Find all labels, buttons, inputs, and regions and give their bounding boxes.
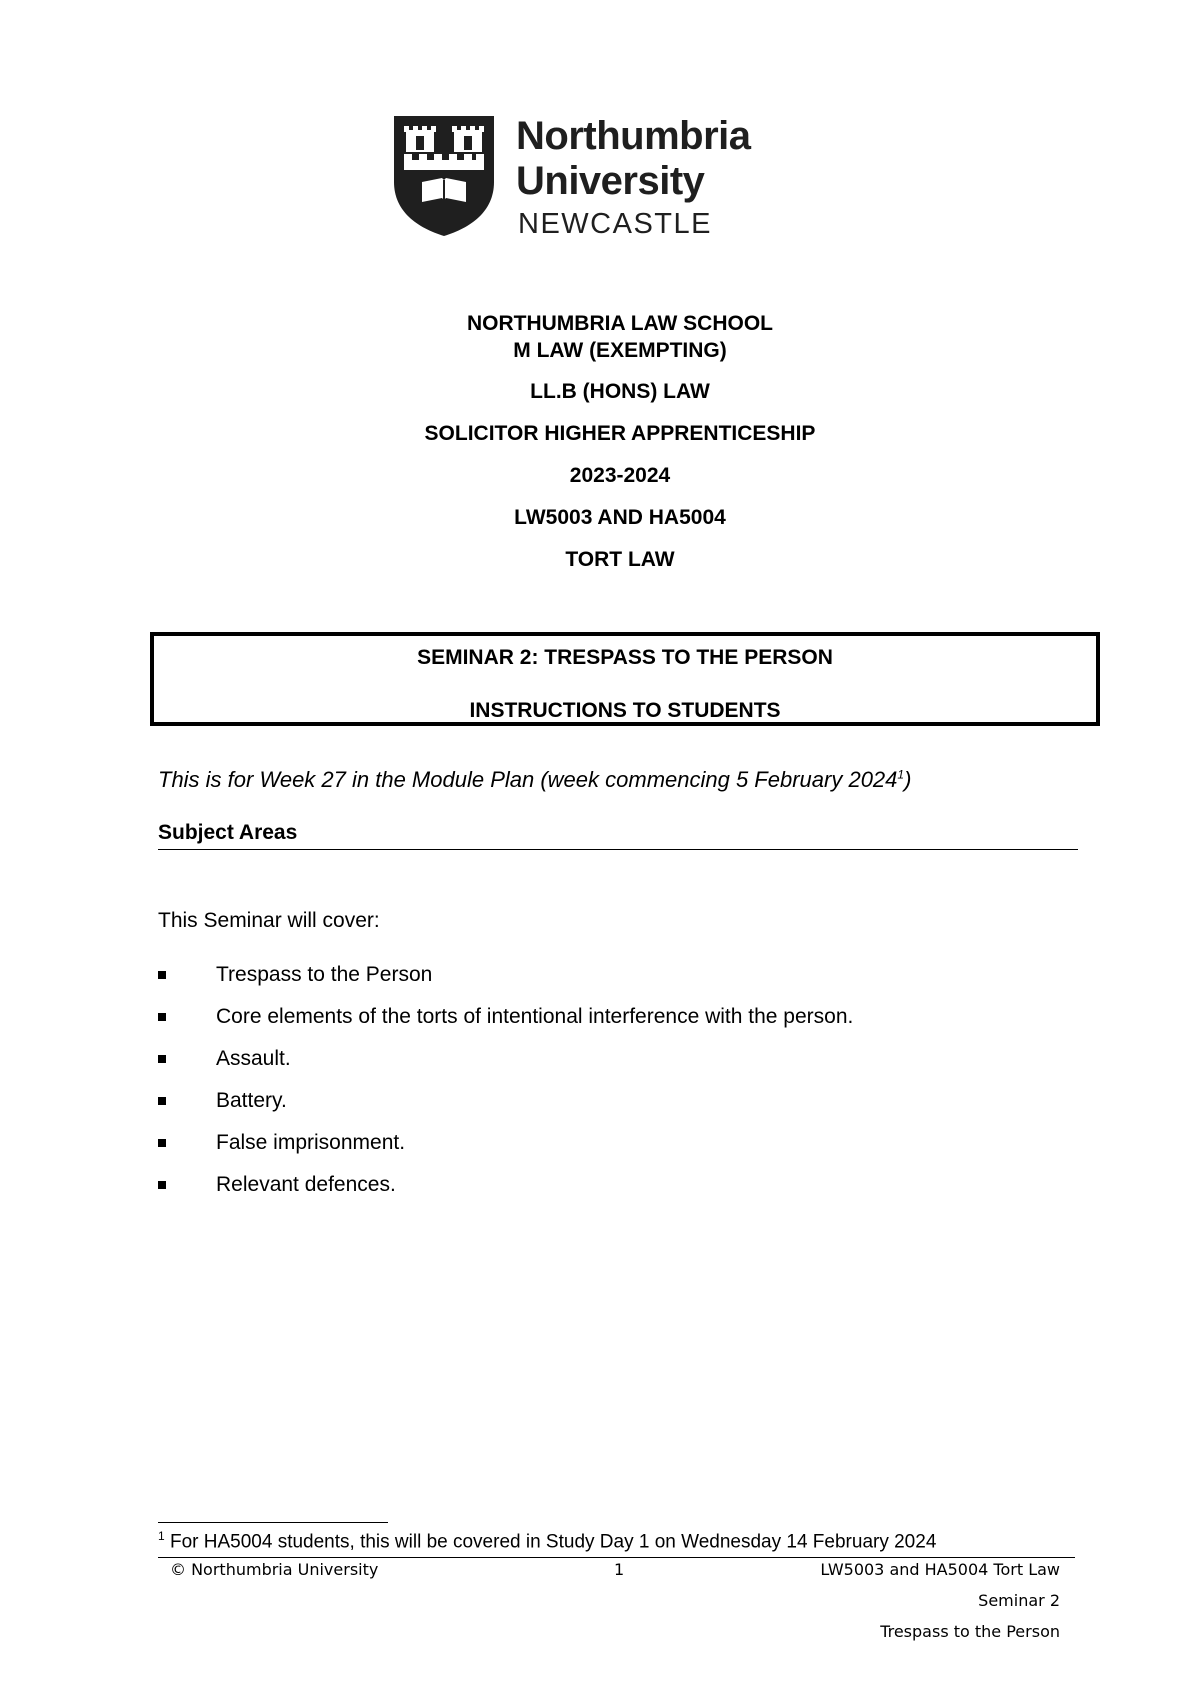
section-lead: This Seminar will cover: [158, 909, 380, 932]
header-module-codes: LW5003 AND HA5004 [514, 506, 726, 529]
list-item-text: False imprisonment. [216, 1131, 406, 1154]
seminar-title-box [150, 632, 1100, 726]
list-item-text: Relevant defences. [216, 1173, 396, 1196]
footer-topic: Trespass to the Person [880, 1622, 1060, 1641]
list-item-text: Trespass to the Person [216, 963, 433, 986]
intro-close: ) [904, 767, 912, 792]
footnote-separator [158, 1522, 388, 1523]
logo-wordmark-newcastle: NEWCASTLE [518, 208, 712, 240]
shield-crest-icon [392, 116, 496, 236]
footnote-number: 1 [158, 1529, 165, 1543]
logo-wordmark-northumbria: Northumbria [516, 114, 751, 158]
footnote [158, 1529, 936, 1553]
footer-module: LW5003 and HA5004 Tort Law [820, 1560, 1060, 1579]
bullet-icon [158, 1055, 166, 1063]
list-item-text: Assault. [216, 1047, 291, 1070]
header-module-title: TORT LAW [565, 548, 675, 571]
intro-text [158, 767, 911, 793]
bullet-icon [158, 1181, 166, 1189]
footnote-text: For HA5004 students, this will be covered in Study Day 1 on Wednesday 14 February 2024 [169, 1531, 937, 1553]
header-academic-year: 2023-2024 [569, 464, 671, 487]
list-item-text: Core elements of the torts of intentional interference with the person. [216, 1005, 854, 1028]
intro-sentence: This is for Week 27 in the Module Plan (week commencing 5 February 2024 [158, 767, 898, 792]
list-item-text: Battery. [216, 1089, 287, 1112]
university-logo [392, 116, 792, 240]
heading-divider [158, 849, 1078, 850]
section-heading: Subject Areas [158, 821, 298, 844]
footer-page-number: 1 [614, 1560, 625, 1579]
header-programme-apprenticeship: SOLICITOR HIGHER APPRENTICESHIP [424, 422, 816, 445]
seminar-title: SEMINAR 2: TRESPASS TO THE PERSON [417, 646, 833, 669]
bullet-icon [158, 971, 166, 979]
bullet-icon [158, 1013, 166, 1021]
bullet-icon [158, 1097, 166, 1105]
logo-wordmark-university: University [516, 159, 705, 203]
footer-seminar: Seminar 2 [978, 1591, 1060, 1610]
seminar-subtitle: INSTRUCTIONS TO STUDENTS [469, 699, 781, 722]
header-school: NORTHUMBRIA LAW SCHOOL [466, 312, 774, 335]
footer-divider [158, 1557, 1075, 1558]
bullet-icon [158, 1139, 166, 1147]
header-programme-mlaw: M LAW (EXEMPTING) [513, 339, 727, 362]
footnote-reference: 1 [897, 767, 905, 782]
header-programme-llb: LL.B (HONS) LAW [530, 380, 710, 403]
footer-copyright: © Northumbria University [170, 1560, 379, 1579]
